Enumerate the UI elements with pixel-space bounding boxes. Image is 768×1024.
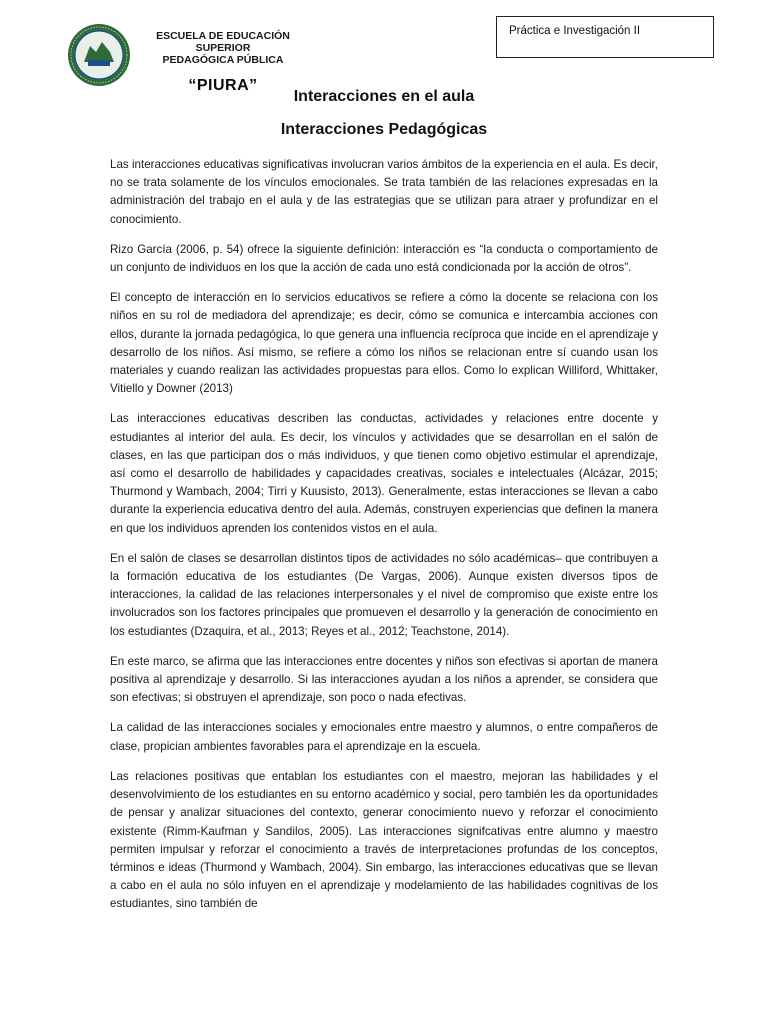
school-logo-icon bbox=[66, 22, 132, 88]
page-subtitle: Interacciones Pedagógicas bbox=[280, 121, 488, 138]
paragraph: Rizo García (2006, p. 54) ofrece la siguiente definición: interacción es “la conducta o comportamiento de un conjunto de individuos en los que la acción de cada uno está condicionada por la acción de otros”. bbox=[110, 242, 658, 275]
course-label: Práctica e Investigación II bbox=[496, 16, 714, 58]
school-name-line2: PEDAGÓGICA PÚBLICA bbox=[162, 54, 284, 66]
paragraph: Las interacciones educativas significativas involucran varios ámbitos de la experiencia en el aula. Es decir, no se trata solamente de los vínculos emocionales. Se trata también de las relaciones expresadas en la administración del trabajo en el aula y de las estrategias que se utilizan para atraer y profundizar en el conocimiento. bbox=[110, 158, 658, 226]
paragraph: Las relaciones positivas que entablan los estudiantes con el maestro, mejoran las habilidades y el desenvolvimiento de los estudiantes en su entorno académico y social, pero también les da oportunidades de pensar y analizar situaciones del contexto, generar conocimiento nuevo y reforzar el conocimiento existente (Rimm-Kaufman y Sandilos, 2005). Las interacciones signifcativas entre alumno y maestro permiten impulsar y reforzar el conocimiento a través de interpretaciones profundas de los conceptos, términos e ideas (Thurmond y Wambach, 2004). Sin embargo, las interacciones educativas que se llevan a cabo en el aula no sólo infuyen en el aprendizaje y modelamiento de las habilidades cognitivas de los estudiantes, sino también de bbox=[110, 769, 658, 911]
school-seal-icon bbox=[66, 22, 132, 88]
paragraph: En este marco, se afirma que las interacciones entre docentes y niños son efectivas si aportan de manera positiva al aprendizaje y desarrollo. Si las interacciones ayudan a los niños a aprender, se considera que son efectivas; si obstruyen el aprendizaje, son poco o nada efectivas. bbox=[110, 654, 658, 705]
body-text bbox=[110, 156, 658, 926]
paragraph: El concepto de interacción en lo servicios educativos se refiere a cómo la docente se relaciona con los niños en su rol de mediadora del aprendizaje; es decir, cómo se comunica e intercambia acciones con ellos, durante la jornada pedagógica, lo que genera una influencia recíproca que incide en el aprendizaje y desarrollo de los niños. Así mismo, se refiere a cómo los niños se relacionan entre sí cuando usan los materiales y cuando realizan las actividades propuestas para ellos. Como lo explican Williford, Whittaker, Vitiello y Downer (2013) bbox=[110, 291, 658, 396]
page-title: Interacciones en el aula bbox=[293, 88, 475, 105]
school-city: “PIURA” bbox=[188, 77, 258, 94]
paragraph: En el salón de clases se desarrollan distintos tipos de actividades no sólo académicas– que contribuyen a la formación educativa de los estudiantes (De Vargas, 2006). Aunque existen diversos tipos de interacciones, la calidad de las relaciones interpersonales y el nivel de compromiso que existe entre los involucrados son los factores principales que promueven el desarrollo y la generación de conocimiento en los estudiantes (Dzaquira, et al., 2013; Reyes et al., 2012; Teachstone, 2014). bbox=[110, 551, 658, 638]
school-name-line1: ESCUELA DE EDUCACIÓN SUPERIOR bbox=[156, 30, 290, 54]
paragraph: La calidad de las interacciones sociales y emocionales entre maestro y alumnos, o entre compañeros de clase, propician ambientes favorables para el aprendizaje en la escuela. bbox=[110, 721, 658, 753]
school-name bbox=[128, 30, 318, 96]
paragraph: Las interacciones educativas describen las conductas, actividades y relaciones entre docente y estudiantes al interior del aula. Es decir, los vínculos y actividades que se desarrollan en el salón de clases, en las que participan dos o más individuos, y que tienen como objetivo estimular el aprendizaje, así como el desarrollo de habilidades y capacidades creativas, sociales e intelectuales (Alcázar, 2015; Thurmond y Wambach, 2004; Tirri y Kuusisto, 2013). Generalmente, estas interacciones se llevan a cabo durante la experiencia educativa dentro del aula. Además, construyen experiencias que definen la manera en que los individuos aprenden los contenidos vistos en el aula. bbox=[110, 412, 658, 535]
